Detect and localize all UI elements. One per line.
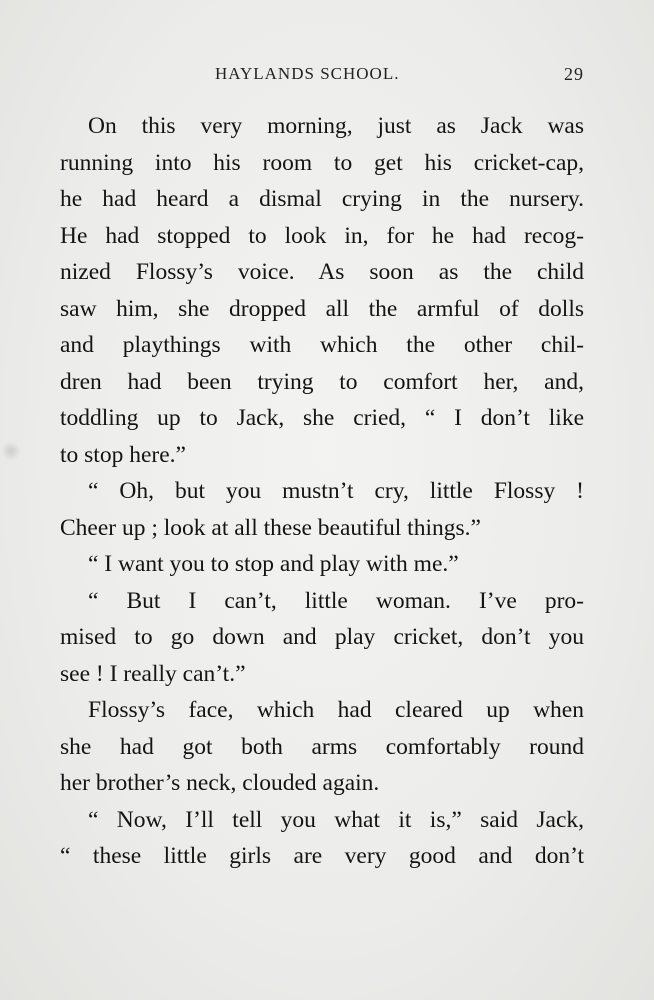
text-line: dren had been trying to comfort her, and, [60,368,584,395]
text-line: On this very morning, just as Jack was [88,113,584,139]
page-number: 29 [564,64,584,84]
text-line: “ But I can’t, little woman. I’ve pro- [88,587,584,614]
text-line: and playthings with which the other chil- [60,332,584,358]
text-line: running into his room to get his cricket-cap, [60,149,584,176]
running-title: HAYLANDS SCHOOL. [215,64,400,83]
text-line: her brother’s neck, clouded again. [60,770,380,796]
text-line: to stop here.” [60,441,186,468]
text-line: saw him, she dropped all the armful of dolls [60,295,584,322]
text-line: he had heard a dismal crying in the nursery. [60,186,584,212]
text-line: see ! I really can’t.” [60,660,246,687]
body-text [60,108,584,875]
text-line: “ I want you to stop and play with me.” [88,551,459,577]
page-blemish [2,440,20,462]
text-line: “ these little girls are very good and don’t [60,843,584,869]
text-line: she had got both arms comfortably round [60,733,584,760]
text-line: Flossy’s face, which had cleared up when [88,697,584,723]
text-line: toddling up to Jack, she cried, “ I don’t like [60,405,584,431]
running-header [60,64,584,88]
text-line: “ Oh, but you mustn’t cry, little Flossy ! [88,478,584,504]
text-line: nized Flossy’s voice. As soon as the child [60,259,584,285]
text-line: “ Now, I’ll tell you what it is,” said Jack, [88,806,584,833]
text-line: Cheer up ; look at all these beautiful things.” [60,514,481,541]
text-line: He had stopped to look in, for he had recog- [60,222,584,249]
text-line: mised to go down and play cricket, don’t you [60,624,584,650]
